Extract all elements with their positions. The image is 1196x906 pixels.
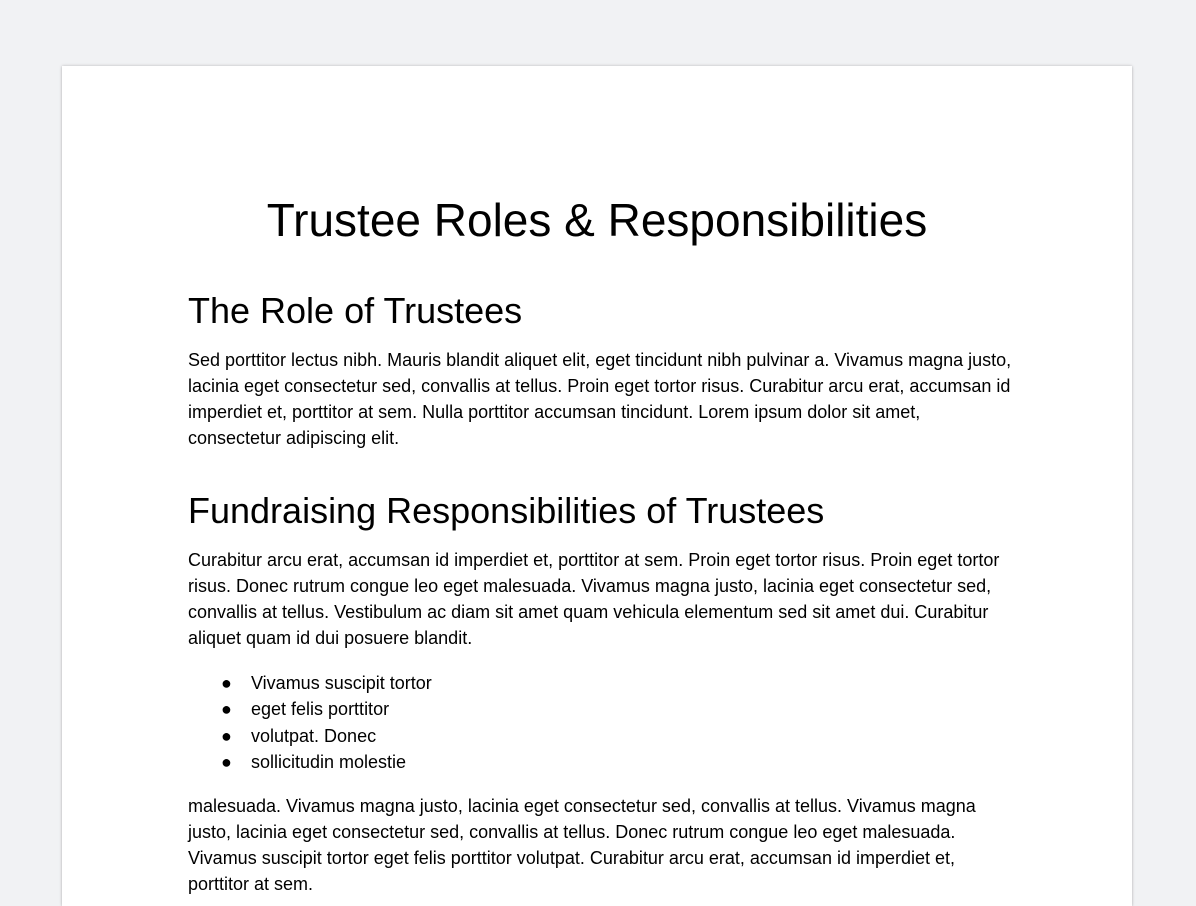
document-page[interactable] [62, 66, 1132, 906]
bullet-icon: ● [221, 699, 232, 720]
list-item [188, 670, 432, 696]
list-item-text: sollicitudin molestie [251, 751, 407, 772]
bullet-icon: ● [221, 725, 232, 746]
list-item [188, 749, 432, 775]
list-item [188, 696, 432, 722]
section-heading-role-of-trustees: The Role of Trustees [188, 290, 523, 331]
list-item-text: eget felis porttitor [251, 699, 390, 720]
bullet-icon: ● [221, 751, 232, 772]
list-item-text: Vivamus suscipit tortor [251, 673, 432, 693]
section-paragraph-fundraising: Curabitur arcu erat, accumsan id imperdiet et, porttitor at sem. Proin eget tortor risus. Proin eget tortor risus. Donec rutrum congue leo eget malesuada. Vivamus magna justo, lacinia eget consectetur sed, convallis at tellus. Vestibulum ac diam sit amet quam vehicula elementum sed sit amet dui. Curabitur aliquet quam id dui posuere blandit. [188, 550, 1000, 648]
section-paragraph-role-of-trustees: Sed porttitor lectus nibh. Mauris blandit aliquet elit, eget tincidunt nibh pulvinar a. Vivamus magna justo, lacinia eget consectetur sed, convallis at tellus. Proin eget tortor risus. Curabitur arcu erat, accumsan id imperdiet et, porttitor at sem. Nulla porttitor accumsan tincidunt. Lorem ipsum dolor sit amet, consectetur adipiscing elit. [188, 350, 1012, 448]
list-item [188, 723, 432, 749]
list-item-text: volutpat. Donec [251, 725, 377, 746]
section-paragraph-after-list: malesuada. Vivamus magna justo, lacinia eget consectetur sed, convallis at tellus. Vivamus magna justo, lacinia eget consectetur sed, convallis at tellus. Donec rutrum congue leo eget malesuada. Vivamus suscipit tortor eget felis porttitor volutpat. Curabitur arcu erat, accumsan id imperdiet et, porttitor at sem. [188, 796, 976, 894]
document-title: Trustee Roles & Responsibilities [266, 194, 928, 246]
section-heading-fundraising: Fundraising Responsibilities of Trustees [188, 490, 825, 531]
bullet-icon: ● [221, 673, 232, 693]
bullet-list [188, 670, 432, 775]
